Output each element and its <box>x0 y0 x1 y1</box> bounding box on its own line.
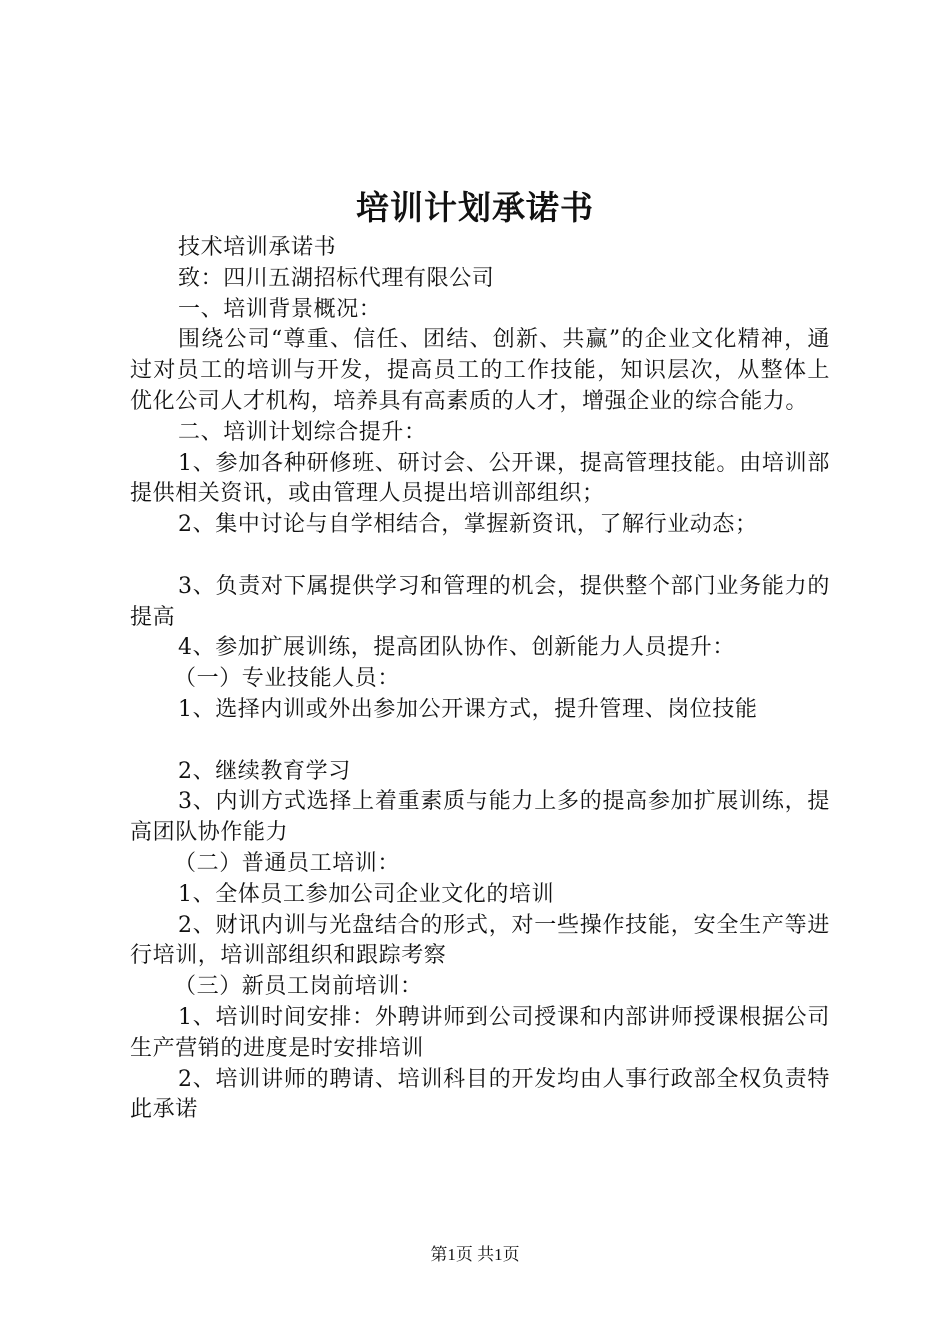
subsection-heading-new-staff: （三）新员工岗前培训： <box>174 974 423 1000</box>
page-footer: 第1页 共1页 <box>430 1245 520 1264</box>
plan-item-2: 2、集中讨论与自学相结合，掌握新资讯，了解行业动态； <box>178 512 758 538</box>
professional-item-3: 3、内训方式选择上着重素质与能力上多的提高参加扩展训练，提高团队协作能力 <box>130 789 830 846</box>
section-heading-plan: 二、培训计划综合提升： <box>178 419 427 445</box>
plan-item-4: 4、参加扩展训练，提高团队协作、创新能力人员提升： <box>178 635 735 661</box>
blank-line <box>130 726 830 757</box>
plan-item-3: 3、负责对下属提供学习和管理的机会，提供整个部门业务能力的提高 <box>130 573 830 630</box>
subsection-heading-general-staff: （二）普通员工培训： <box>174 850 401 876</box>
plan-item-1: 1、参加各种研修班、研讨会、公开课，提高管理技能。由培训部提供相关资讯，或由管理人员提出培训部组织； <box>130 450 830 507</box>
general-staff-item-1: 1、全体员工参加公司企业文化的培训 <box>178 881 555 907</box>
section-heading-background: 一、培训背景概况： <box>178 296 382 322</box>
page-title: 培训计划承诺书 <box>356 188 594 227</box>
document-body <box>130 233 830 1126</box>
new-staff-item-2: 2、培训讲师的聘请、培训科目的开发均由人事行政部全权负责特此承诺 <box>130 1066 830 1123</box>
paragraph-subtitle: 技术培训承诺书 <box>178 235 337 260</box>
blank-line <box>130 541 830 572</box>
professional-item-2: 2、继续教育学习 <box>178 758 351 784</box>
professional-item-1: 1、选择内训或外出参加公开课方式，提升管理、岗位技能 <box>178 696 758 722</box>
paragraph-recipient: 致：四川五湖招标代理有限公司 <box>178 265 495 291</box>
subsection-heading-professional: （一）专业技能人员： <box>174 666 401 692</box>
new-staff-item-1: 1、培训时间安排：外聘讲师到公司授课和内部讲师授课根据公司生产营销的进度是时安排培训 <box>130 1004 830 1061</box>
paragraph-background: 围绕公司“尊重、信任、团结、创新、共赢”的企业文化精神，通过对员工的培训与开发，提高员工的工作技能，知识层次，从整体上优化公司人才机构，培养具有高素质的人才，增强企业的综合能力。 <box>130 327 830 414</box>
general-staff-item-2: 2、财讯内训与光盘结合的形式，对一些操作技能，安全生产等进行培训，培训部组织和跟踪考察 <box>130 912 830 969</box>
